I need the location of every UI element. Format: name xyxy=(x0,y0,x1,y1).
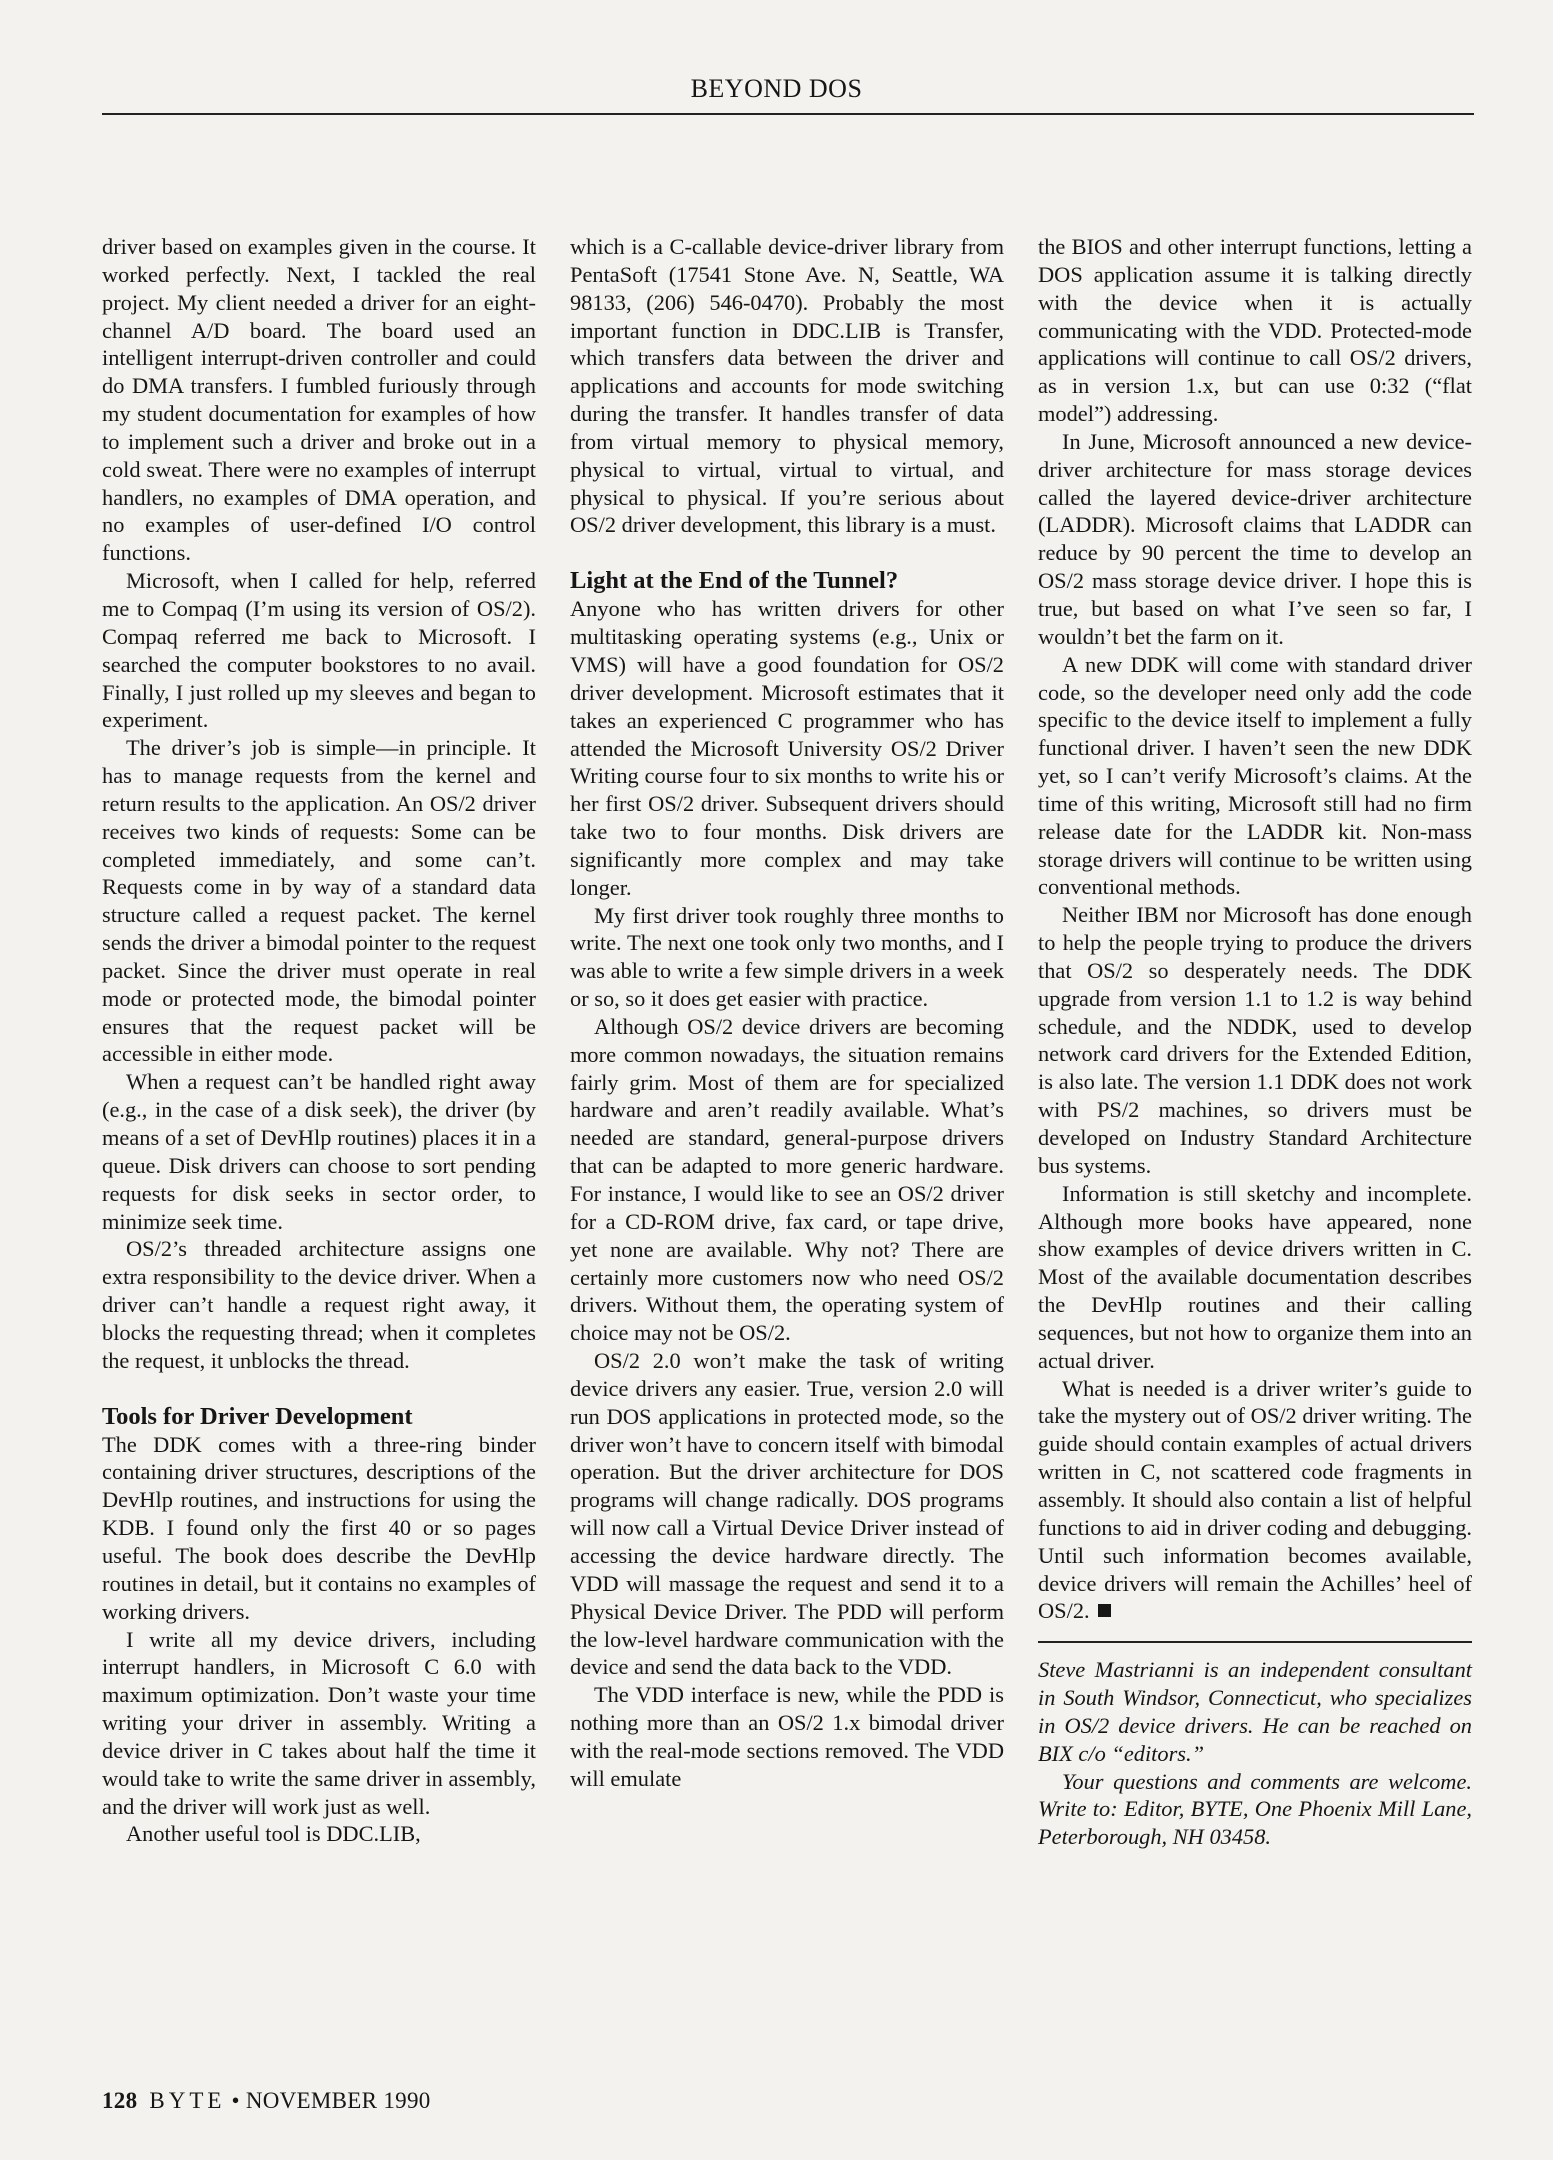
paragraph: Microsoft, when I called for help, referred me to Compaq (I’m using its version of OS/2). Compaq referred me back to Microsoft. I searched the computer bookstores to no avail. Finally, I just rolled up my sleeves and began to experiment. xyxy=(102,568,536,733)
magazine-name: BYTE xyxy=(149,2088,226,2113)
paragraph: OS/2 2.0 won’t make the task of writing device drivers any easier. True, version 2.0 will run DOS applications in protected mode, so the driver won’t have to concern itself with bimodal operation. But the driver architecture for DOS programs will change radically. DOS programs will now call a Virtual Device Driver instead of accessing the device hardware directly. The VDD will massage the request and send it to a Physical Device Driver. The PDD will perform the low-level hardware communication with the device and send the data back to the VDD. xyxy=(570,1348,1004,1680)
paragraph: which is a C-callable device-driver library from PentaSoft (17541 Stone Ave. N, Seattle, WA 98133, (206) 546-0470). Probably the most important function in DDC.LIB is Transfer, which transfers data between the driver and applications and accounts for mode switching during the transfer. It handles transfer of data from virtual memory to physical memory, physical to virtual, virtual to virtual, and physical to physical. If you’re serious about OS/2 driver development, this library is a must. xyxy=(570,234,1004,538)
author-bio xyxy=(1038,1656,1472,1851)
paragraph: OS/2’s threaded architecture assigns one extra responsibility to the device driver. When a driver can’t handle a request right away, it blocks the requesting thread; when it completes the request, it unblocks the thread. xyxy=(102,1236,536,1373)
issue-date: NOVEMBER 1990 xyxy=(245,2088,431,2113)
author-bio-text: Steve Mastrianni is an independent consultant in South Windsor, Connecticut, who specializes in OS/2 device drivers. He can be reached on BIX c/o “editors.” xyxy=(1038,1657,1472,1766)
paragraph: Anyone who has written drivers for other multitasking operating systems (e.g., Unix or VMS) will have a good foundation for OS/2 driver development. Microsoft estimates that it takes an experienced C programmer who has attended the Microsoft University OS/2 Driver Writing course four to six months to write his or her first OS/2 driver. Subsequent drivers should take two to four months. Disk drivers are significantly more complex and may take longer. xyxy=(570,596,1004,900)
paragraph: In June, Microsoft announced a new device-driver architecture for mass storage devices called the layered device-driver architecture (LADDR). Microsoft claims that LADDR can reduce by 90 percent the time to develop an OS/2 mass storage device driver. I hope this is true, but based on what I’ve seen so far, I wouldn’t bet the farm on it. xyxy=(1038,428,1472,649)
paragraph: Neither IBM nor Microsoft has done enough to help the people trying to produce the drivers that OS/2 so desperately needs. The DDK upgrade from version 1.1 to 1.2 is way behind schedule, and the NDDK, used to develop network card drivers for the Extended Edition, is also late. The version 1.1 DDK does not work with PS/2 machines, so drivers must be developed on Industry Standard Architecture bus systems. xyxy=(1038,902,1472,1178)
reader-contact-text: Your questions and comments are welcome. Write to: Editor, BYTE, One Phoenix Mill Lane, Peterborough, NH 03458. xyxy=(1038,1768,1472,1850)
running-head: BEYOND DOS xyxy=(690,74,863,103)
paragraph-final xyxy=(1038,1375,1472,1626)
paragraph: Although OS/2 device drivers are becoming more common nowadays, the situation remains fairly grim. Most of them are for specialized hardware and aren’t readily available. What’s needed are standard, general-purpose drivers that can be adapted to more generic hardware. For instance, I would like to see an OS/2 driver for a CD-ROM drive, fax card, or tape drive, yet none are available. Why not? There are certainly more customers now who need OS/2 drivers. Without them, the operating system of choice may not be OS/2. xyxy=(570,1013,1004,1346)
header-rule xyxy=(102,113,1474,115)
paragraph: The driver’s job is simple—in principle. It has to manage requests from the kernel and return results to the application. An OS/2 driver receives two kinds of requests: Some can be completed immediately, and some can’t. Requests come in by way of a standard data structure called a request packet. The kernel sends the driver a bimodal pointer to the request packet. Since the driver must operate in real mode or protected mode, the bimodal pointer ensures that the request packet will be accessible in either mode. xyxy=(102,735,536,1067)
paragraph: The DDK comes with a three-ring binder containing driver structures, descriptions of the DevHlp routines, and instructions for using the KDB. I found only the first 40 or so pages useful. The book does describe the DevHlp routines in detail, but it contains no examples of working drivers. xyxy=(102,1431,536,1624)
column-1 xyxy=(102,233,536,1848)
section-heading: Light at the End of the Tunnel? xyxy=(570,567,899,595)
paragraph: When a request can’t be handled right away (e.g., in the case of a disk seek), the driver (by means of a set of DevHlp routines) places it in a queue. Disk drivers can choose to sort pending requests for disk seeks in sector order, to minimize seek time. xyxy=(102,1069,536,1234)
paragraph: The VDD interface is new, while the PDD is nothing more than an OS/2 1.x bimodal driver with the real-mode sections removed. The VDD will emulate xyxy=(570,1682,1004,1791)
paragraph: driver based on examples given in the course. It worked perfectly. Next, I tackled the real project. My client needed a driver for an eight-channel A/D board. The board used an intelligent interrupt-driven controller and could do DMA transfers. I fumbled furiously through my student documentation for examples of how to implement such a driver and broke out in a cold sweat. There were no examples of interrupt handlers, no examples of DMA operation, and no examples of user-defined I/O control functions. xyxy=(102,234,536,566)
page-number: 128 xyxy=(102,2088,138,2113)
paragraph: My first driver took roughly three months to write. The next one took only two months, and I was able to write a few simple drivers in a week or so, so it does get easier with practice. xyxy=(570,902,1004,1012)
bio-rule xyxy=(1038,1641,1472,1643)
section-heading: Tools for Driver Development xyxy=(102,1402,413,1430)
end-of-article-icon xyxy=(1098,1604,1111,1617)
paragraph: A new DDK will come with standard driver code, so the developer need only add the code specific to the device itself to implement a fully functional driver. I haven’t seen the new DDK yet, so I can’t verify Microsoft’s claims. At the time of this writing, Microsoft still had no firm release date for the LADDR kit. Non-mass storage drivers will continue to be written using conventional methods. xyxy=(1038,651,1472,900)
paragraph: Information is still sketchy and incomplete. Although more books have appeared, none show examples of device drivers written in C. Most of the available documentation describes the DevHlp routines and their calling sequences, but not how to organize them into an actual driver. xyxy=(1038,1180,1472,1373)
column-3 xyxy=(1038,233,1472,1851)
paragraph: I write all my device drivers, including interrupt handlers, in Microsoft C 6.0 with maximum optimization. Don’t waste your time writing your driver in assembly. Writing a device driver in C takes about half the time it would take to write the same driver in assembly, and the driver will work just as well. xyxy=(102,1626,536,1819)
paragraph: Another useful tool is DDC.LIB, xyxy=(126,1821,421,1847)
column-2 xyxy=(570,233,1004,1793)
page-footer xyxy=(102,2088,431,2114)
footer-separator: • xyxy=(231,2088,240,2113)
paragraph: the BIOS and other interrupt functions, letting a DOS application assume it is talking directly with the device when it is actually communicating with the VDD. Protected-mode applications will continue to call OS/2 drivers, as in version 1.x, but can use 0:32 (“flat model”) addressing. xyxy=(1038,234,1472,427)
paragraph-text: What is needed is a driver writer’s guide to take the mystery out of OS/2 driver writing. The guide should contain examples of actual drivers written in C, not scattered code fragments in assembly. It should also contain a list of helpful functions to aid in driver coding and debugging. Until such information becomes available, device drivers will remain the Achilles’ heel of OS/2. xyxy=(1038,1375,1472,1624)
